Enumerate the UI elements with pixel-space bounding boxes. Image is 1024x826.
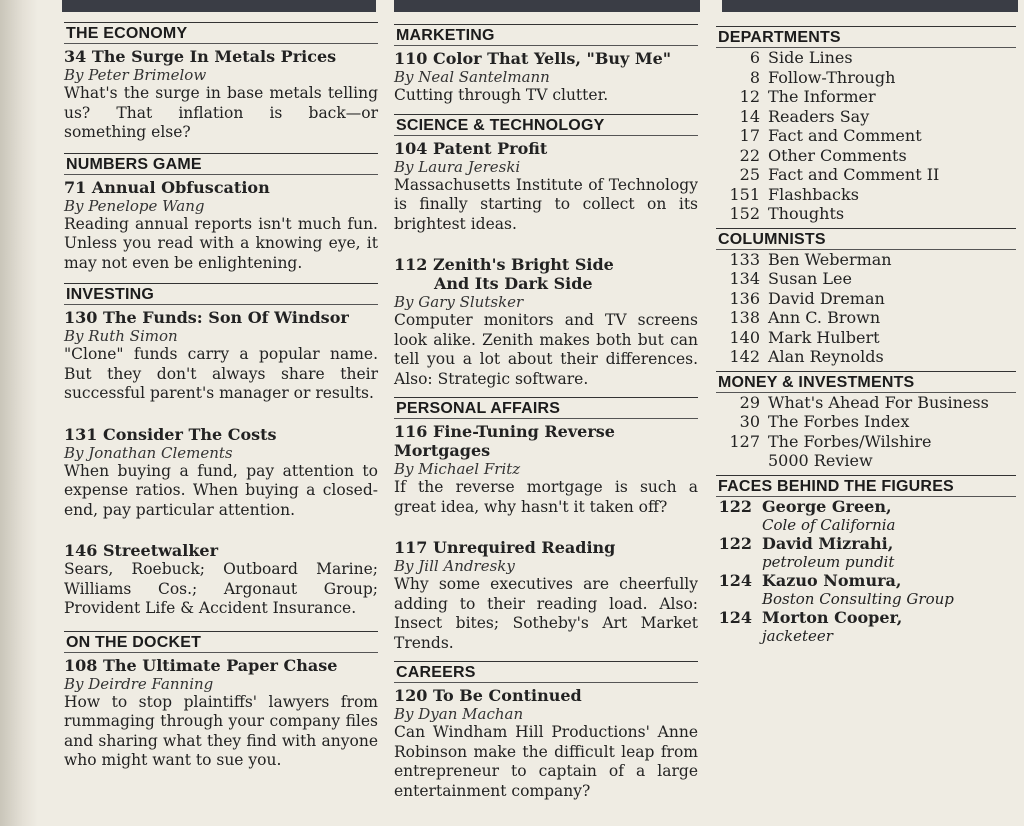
article-headline: 130 The Funds: Son Of Windsor bbox=[64, 308, 349, 327]
page-number: 14 bbox=[739, 106, 760, 126]
columnists-list bbox=[716, 250, 1016, 367]
page-number bbox=[716, 451, 768, 471]
article bbox=[64, 178, 378, 274]
list-item bbox=[716, 412, 1016, 432]
person-name: George Green, bbox=[762, 496, 892, 516]
article bbox=[394, 255, 698, 389]
section-title: MARKETING bbox=[394, 24, 698, 46]
page-number: 142 bbox=[729, 347, 760, 366]
top-bar-3 bbox=[722, 0, 1018, 12]
item-label: The Forbes/Wilshire bbox=[768, 431, 932, 451]
person-name: Morton Cooper, bbox=[762, 607, 903, 627]
item-label: Other Comments bbox=[768, 145, 907, 165]
section-title: INVESTING bbox=[64, 283, 378, 305]
item-label: Follow-Through bbox=[768, 67, 896, 87]
face-entry bbox=[716, 534, 1016, 553]
article-description: Cutting through TV clutter. bbox=[394, 86, 609, 104]
article-description: If the reverse mortgage is such a great idea, why hasn't it taken off? bbox=[394, 478, 698, 516]
article-byline: By Jonathan Clements bbox=[64, 443, 233, 462]
list-item bbox=[716, 204, 1016, 224]
departments-list bbox=[716, 48, 1016, 224]
article bbox=[64, 308, 378, 404]
item-label: Alan Reynolds bbox=[768, 347, 884, 366]
article-headline: 112 Zenith's Bright Side bbox=[394, 255, 614, 274]
list-item bbox=[716, 308, 1016, 328]
column-3 bbox=[716, 26, 1016, 645]
list-item bbox=[716, 432, 1016, 452]
page-number: 122 bbox=[718, 533, 752, 553]
list-item bbox=[716, 393, 1016, 413]
item-label: The Forbes Index bbox=[768, 412, 910, 431]
page-number: 6 bbox=[749, 48, 760, 67]
list-item bbox=[716, 165, 1016, 185]
list-item bbox=[716, 451, 1016, 471]
article-description: What's the surge in base metals telling us? That inflation is back—or something else? bbox=[64, 84, 378, 141]
section-title: NUMBERS GAME bbox=[64, 153, 378, 175]
article bbox=[394, 422, 698, 517]
section-title: PERSONAL AFFAIRS bbox=[394, 397, 698, 419]
article-description: Can Windham Hill Productions' Anne Robinson make the difficult leap from entrepreneur to captain of a large entertainment company? bbox=[394, 723, 698, 800]
list-item bbox=[716, 289, 1016, 309]
article bbox=[64, 656, 378, 771]
person-role: Cole of California bbox=[762, 515, 896, 534]
list-item bbox=[716, 250, 1016, 270]
page-number: 124 bbox=[718, 570, 752, 590]
article bbox=[394, 686, 698, 801]
article-description: Computer monitors and TV screens look alike. Zenith makes both but can tell you a lot about their differences. Also: Strategic software. bbox=[394, 311, 698, 388]
list-item bbox=[716, 146, 1016, 166]
article-description: When buying a fund, pay attention to expense ratios. When buying a closed-end, pay particular attention. bbox=[64, 461, 378, 519]
money-list bbox=[716, 393, 1016, 471]
article bbox=[64, 425, 378, 521]
article-headline: 116 Fine-Tuning Reverse Mortgages bbox=[394, 422, 615, 460]
item-label: What's Ahead For Business bbox=[768, 392, 989, 412]
article-byline: By Laura Jereski bbox=[394, 157, 521, 176]
page-number: 138 bbox=[729, 308, 760, 327]
face-entry bbox=[716, 608, 1016, 627]
page-number: 12 bbox=[739, 87, 760, 106]
article-description: "Clone" funds carry a popular name. But they don't always share their successful parent's manager or results. bbox=[64, 345, 378, 402]
section-title: CAREERS bbox=[394, 661, 698, 683]
page-number: 140 bbox=[729, 327, 760, 347]
item-label: Readers Say bbox=[768, 106, 870, 126]
article bbox=[64, 47, 378, 143]
list-item bbox=[716, 328, 1016, 348]
list-item bbox=[716, 48, 1016, 68]
page-number: 122 bbox=[718, 496, 752, 516]
page-number: 22 bbox=[739, 145, 760, 165]
section-title: SCIENCE & TECHNOLOGY bbox=[394, 114, 698, 136]
item-label: Fact and Comment bbox=[768, 126, 922, 145]
item-label: Susan Lee bbox=[768, 269, 852, 288]
column-2 bbox=[394, 24, 698, 801]
list-item bbox=[716, 107, 1016, 127]
article-headline: 34 The Surge In Metals Prices bbox=[64, 47, 337, 66]
article-byline: By Dyan Machan bbox=[394, 705, 524, 723]
top-bar-1 bbox=[62, 0, 376, 12]
article-headline: 108 The Ultimate Paper Chase bbox=[64, 655, 338, 675]
face-entry bbox=[716, 497, 1016, 516]
page-number: 8 bbox=[749, 67, 760, 87]
page-number: 136 bbox=[729, 288, 760, 308]
list-item bbox=[716, 126, 1016, 146]
article-headline: 117 Unrequired Reading bbox=[394, 538, 616, 557]
article-description: How to stop plaintiffs' lawyers from rummaging through your company files and sharing what they find with anyone who might want to sue you. bbox=[64, 692, 378, 769]
person-role: jacketeer bbox=[762, 626, 833, 645]
article-headline: 131 Consider The Costs bbox=[64, 424, 277, 444]
page-number: 152 bbox=[729, 204, 760, 223]
page-number: 17 bbox=[739, 126, 760, 145]
person-name: Kazuo Nomura, bbox=[762, 570, 902, 590]
page-number: 124 bbox=[718, 607, 752, 627]
page-number: 30 bbox=[739, 412, 760, 431]
section-title: ON THE DOCKET bbox=[64, 631, 378, 653]
article-headline: 104 Patent Profit bbox=[394, 138, 548, 158]
page-number: 151 bbox=[729, 184, 760, 204]
article-description: Reading annual reports isn't much fun. Unless you read with a knowing eye, it may not even be enlightening. bbox=[64, 214, 378, 272]
list-item bbox=[716, 347, 1016, 367]
item-label: Thoughts bbox=[768, 204, 845, 223]
section-title: THE ECONOMY bbox=[64, 22, 378, 44]
article bbox=[394, 139, 698, 235]
list-item bbox=[716, 87, 1016, 107]
page-number: 133 bbox=[729, 249, 760, 269]
page-number: 25 bbox=[739, 165, 760, 184]
page-edge-shadow bbox=[0, 0, 38, 826]
article-description: Sears, Roebuck; Outboard Marine; Williams Cos.; Argonaut Group; Provident Life & Accident Insurance. bbox=[64, 560, 378, 617]
item-label: Mark Hulbert bbox=[768, 327, 880, 347]
person-role: Boston Consulting Group bbox=[762, 589, 954, 608]
item-label: The Informer bbox=[768, 87, 876, 106]
item-label: 5000 Review bbox=[768, 451, 873, 470]
article-description: Why some executives are cheerfully adding to their reading load. Also: Insect bites; Sotheby's Art Market Trends. bbox=[394, 575, 698, 652]
article-byline: By Deirdre Fanning bbox=[64, 674, 214, 693]
top-bar-2 bbox=[394, 0, 700, 12]
page-number: 127 bbox=[729, 431, 760, 451]
list-item bbox=[716, 68, 1016, 88]
section-title: DEPARTMENTS bbox=[716, 26, 1016, 48]
article-headline-line2: And Its Dark Side bbox=[434, 274, 593, 293]
item-label: Ann C. Brown bbox=[768, 308, 881, 327]
article-byline: By Ruth Simon bbox=[64, 327, 178, 345]
item-label: Side Lines bbox=[768, 48, 853, 67]
item-label: Fact and Comment II bbox=[768, 165, 940, 184]
article-byline: By Michael Fritz bbox=[394, 460, 521, 478]
section-title: FACES BEHIND THE FIGURES bbox=[716, 475, 1016, 497]
article-headline: 110 Color That Yells, "Buy Me" bbox=[394, 49, 672, 68]
person-name: David Mizrahi, bbox=[762, 533, 894, 553]
item-label: Ben Weberman bbox=[768, 249, 892, 269]
page-number: 134 bbox=[729, 269, 760, 288]
article-byline: By Neal Santelmann bbox=[394, 68, 550, 86]
article bbox=[64, 541, 378, 619]
article-headline: 71 Annual Obfuscation bbox=[64, 177, 270, 197]
list-item bbox=[716, 185, 1016, 205]
article-byline: By Peter Brimelow bbox=[64, 66, 207, 84]
column-1 bbox=[64, 22, 378, 771]
section-title: COLUMNISTS bbox=[716, 228, 1016, 250]
article-headline: 146 Streetwalker bbox=[64, 541, 219, 560]
article-headline: 120 To Be Continued bbox=[394, 686, 582, 705]
face-entry bbox=[716, 571, 1016, 590]
article bbox=[394, 49, 698, 106]
article bbox=[394, 538, 698, 653]
section-title: MONEY & INVESTMENTS bbox=[716, 371, 1016, 393]
person-role: petroleum pundit bbox=[762, 552, 895, 571]
article-description: Massachusetts Institute of Technology is finally starting to collect on its brightest ideas. bbox=[394, 175, 698, 233]
item-label: Flashbacks bbox=[768, 184, 859, 204]
faces-list bbox=[716, 497, 1016, 645]
list-item bbox=[716, 269, 1016, 289]
article-byline: By Penelope Wang bbox=[64, 196, 205, 215]
page-number: 29 bbox=[739, 392, 760, 412]
article-byline: By Jill Andresky bbox=[394, 557, 515, 575]
article-byline: By Gary Slutsker bbox=[394, 293, 524, 311]
item-label: David Dreman bbox=[768, 288, 885, 308]
